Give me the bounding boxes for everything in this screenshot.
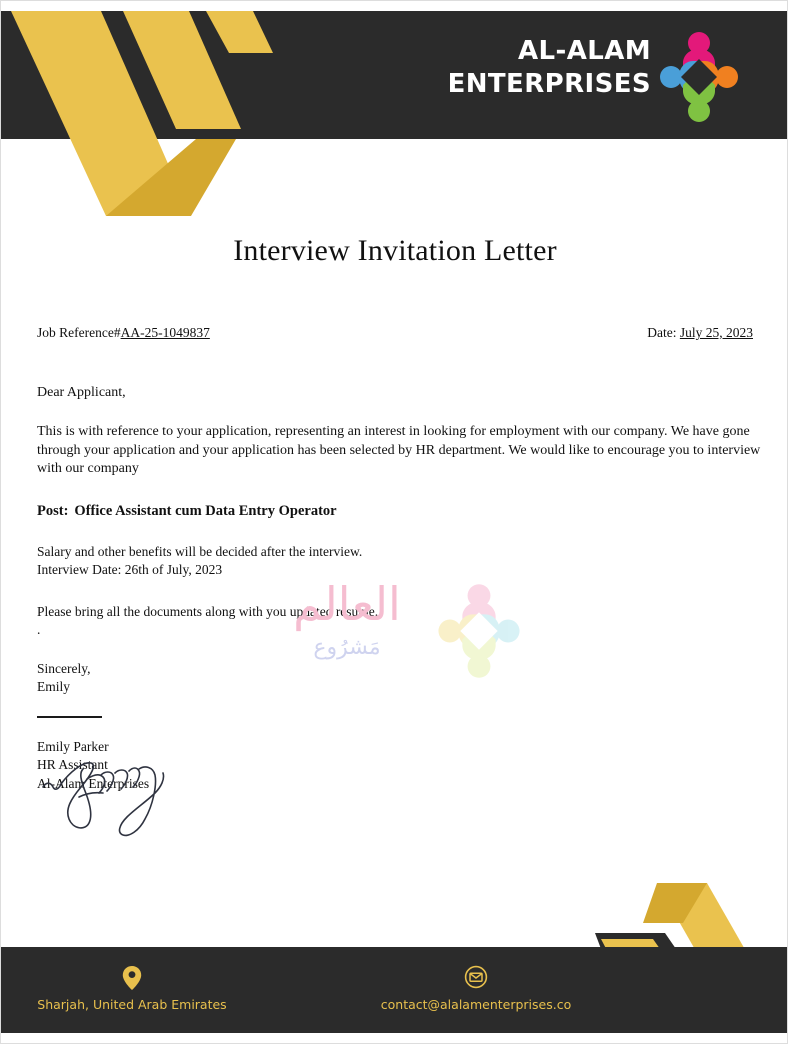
company-brand [448,35,651,102]
envelope-icon [464,965,488,991]
signoff-block [37,660,767,696]
post-line [37,503,767,520]
job-reference [37,325,210,341]
brand-line-2: ENTERPRISES [447,69,651,100]
footer-location [17,965,247,1012]
signature-rule [37,716,102,718]
salutation: Dear Applicant, [37,385,126,400]
stray-mark: . [37,621,41,637]
al-alam-people-diamond-logo [649,29,749,125]
signature-emily [35,753,195,863]
post-label: Post: [37,502,69,519]
letter-body [37,385,767,793]
date-value: July 25, 2023 [679,325,753,340]
job-reference-label: Job Reference# [37,325,121,340]
intro-paragraph: This is with reference to your application, representing an interest in looking for employment with our company. We have gone through your application and your application has been selected by HR department. We would like to encourage you to interview with our company [37,424,761,477]
watermark-arabic-main: العالم [293,577,401,631]
date-label: Date: [647,325,677,340]
signer-title: HR Assistant [37,757,108,773]
brand-line-1: AL-ALAM [518,36,651,66]
letterhead-footer [1,947,788,1033]
footer-location-text: Sharjah, United Arab Emirates [37,997,227,1012]
document-title: Interview Invitation Letter [233,234,557,267]
signoff-line-2: Emily [37,679,70,695]
post-value: Office Assistant cum Data Entry Operator [74,502,337,519]
salary-and-interview-block [37,543,767,580]
footer-email[interactable] [351,965,601,1012]
signoff-line-1: Sincerely, [37,660,91,676]
signer-name: Emily Parker [37,739,109,755]
bring-documents-line: Please bring all the documents along with you updated resume. [37,603,379,619]
letter-date [647,325,753,341]
map-pin-icon [120,965,144,991]
salary-line: Salary and other benefits will be decided after the interview. [37,543,363,559]
watermark-arabic-sub: مَشرُوع [313,635,381,660]
signer-company: Al-Alam Enterprises [37,775,150,791]
letterhead-header [1,11,788,139]
interview-date-line: Interview Date: 26th of July, 2023 [37,562,223,578]
job-reference-value: AA-25-1049837 [120,325,210,340]
footer-email-text: contact@alalamenterprises.co [380,997,572,1012]
